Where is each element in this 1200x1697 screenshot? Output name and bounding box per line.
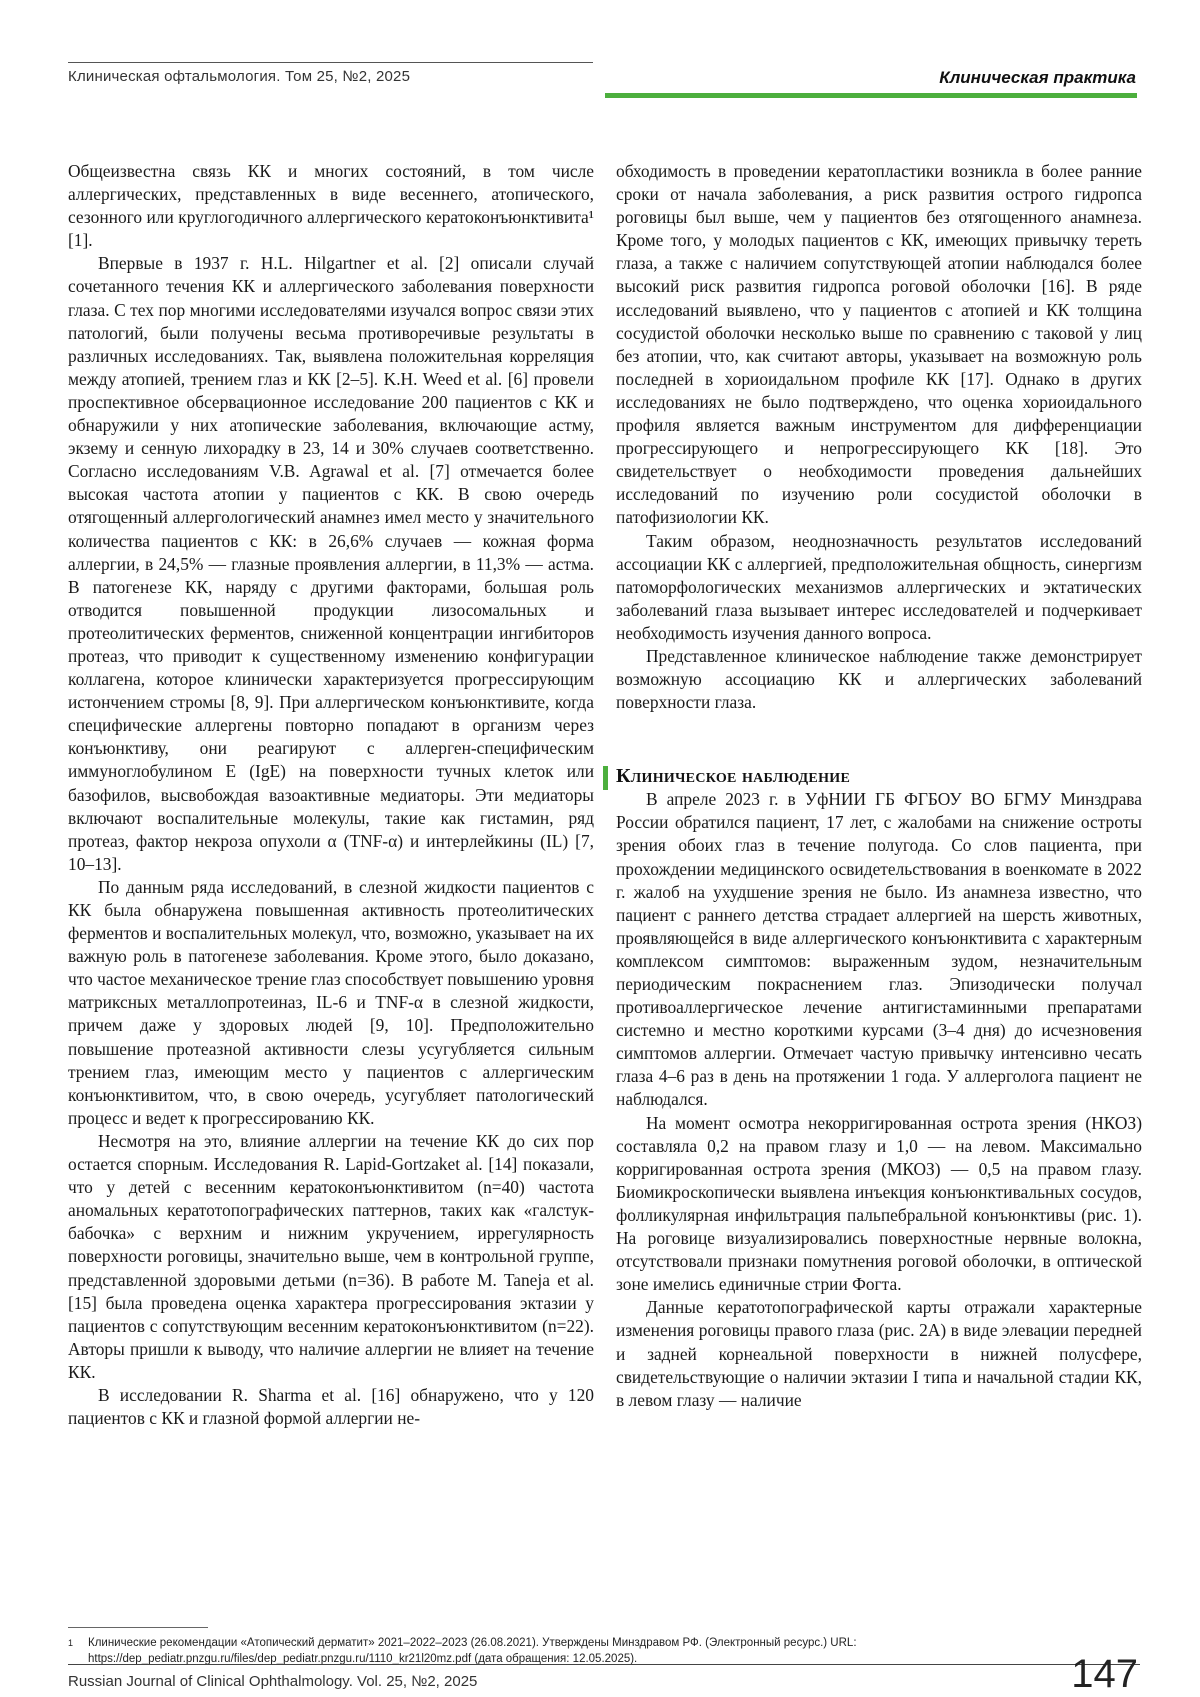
paragraph: обходимость в проведении кератопластики возникла в более ранние сроки от начала заболевания, а риск развития острого гидропса роговицы был выше, чем у пациентов без отягощенного анамнеза. Кроме того, у молодых пациентов с КК, имеющих привычку тереть глаза, а также с наличием сопутствующей атопии наблюдался более высокий риск развития гидропса роговой оболочки [16]. В ряде исследований выявлено, что у пациентов с атопией и КК толщина сосудистой оболочки несколько выше по сравнению с таковой у лиц без атопии, что, как считают авторы, указывает на возможную роль последней в хориоидальном профиле КК [17]. Однако в других исследованиях не было подтверждено, что оценка хориоидального профиля является важным инструментом для дифференциации прогрессирующего и непрогрессирующего КК [18]. Это свидетельствует о необходимости проведения дальнейших исследований по изучению роли сосудистой оболочки в патофизиологии КК. xyxy=(616,160,1142,530)
paragraph: Несмотря на это, влияние аллергии на течение КК до сих пор остается спорным. Исследования R. Lapid-Gortzaket al. [14] показали, что у детей с весенним кератоконъюнктивитом (n=40) частота аномальных кератотопографических паттернов, таких как «галстук-бабочка» с верхним и нижним укручением, иррегулярность поверхности роговицы, значительно выше, чем в контрольной группе, представленной здоровыми детьми (n=36). В работе M. Taneja et al. [15] была проведена оценка характера прогрессирования эктазии у пациентов с сопутствующим весенним кератоконъюнктивитом (n=22). Авторы пришли к выводу, что наличие аллергии не влияет на течение КК. xyxy=(68,1130,594,1384)
paragraph: На момент осмотра некорригированная острота зрения (НКОЗ) составляла 0,2 на правом глазу и 1,0 — на левом. Максимально корригированная острота зрения (МКОЗ) — 0,5 на правом глазу. Биомикроскопически выявлена инъекция конъюнктивальных сосудов, фолликулярная инфильтрация пальпебральной конъюнктивы (рис. 1). На роговице визуализировались поверхностные нервные волокна, отсутствовали признаки помутнения роговой оболочки, в оптической зоне имелись единичные стрии Фогта. xyxy=(616,1112,1142,1297)
right-column xyxy=(616,160,1142,1412)
section-accent-bar xyxy=(605,93,1137,98)
paragraph: Данные кератотопографической карты отражали характерные изменения роговицы правого глаза (рис. 2А) в виде элевации передней и задней корнеальной поверхности в нижней полусфере, свидетельствующие о наличии эктазии I типа и начальной стадии КК, в левом глазу — наличие xyxy=(616,1296,1142,1411)
footnote-rule xyxy=(68,1627,208,1628)
section-heading-text: Клиническое наблюдение xyxy=(616,765,850,787)
paragraph: В исследовании R. Sharma et al. [16] обнаружено, что у 120 пациентов с КК и глазной формой аллергии не- xyxy=(68,1384,594,1430)
section-heading-marker xyxy=(603,766,608,790)
paragraph: Общеизвестна связь КК и многих состояний, в том числе аллергических, представленных в виде весеннего, атопического, сезонного или круглогодичного аллергического кератоконъюнктивита¹ [1]. xyxy=(68,160,594,252)
paragraph: По данным ряда исследований, в слезной жидкости пациентов с КК была обнаружена повышенная активность протеолитических ферментов и воспалительных молекул, что, возможно, указывает на их важную роль в патогенезе заболевания. Кроме этого, было доказано, что частое механическое трение глаз способствует повышению уровня матриксных металлопротеиназ, IL-6 и TNF-α в слезной жидкости, причем даже у здоровых людей [9, 10]. Предположительно повышение протеазной активности слезы усугубляется сильным трением глаз, имеющим место у пациентов с аллергическим конъюнктивитом, что, в свою очередь, усугубляет патологический процесс и ведет к прогрессированию КК. xyxy=(68,876,594,1130)
journal-header: Клиническая офтальмология. Том 25, №2, 2025 xyxy=(68,68,410,85)
footnote xyxy=(68,1635,1140,1667)
header-rule xyxy=(68,62,593,63)
paragraph: Впервые в 1937 г. H.L. Hilgartner et al. [2] описали случай сочетанного течения КК и аллергического заболевания поверхности глаза. С тех пор многими исследователями изучался вопрос связи этих патологий, были получены весьма противоречивые результаты в различных исследованиях. Так, выявлена положительная корреляция между атопией, трением глаз и КК [2–5]. K.H. Weed et al. [6] провели проспективное обсервационное исследование 200 пациентов с КК и обнаружили у них атопические заболевания, включающие астму, экзему и сенную лихорадку в 23, 14 и 30% случаев соответственно. Согласно исследованиям V.B. Agrawal et al. [7] отмечается более высокая частота атопии у пациентов с КК. В свою очередь отягощенный аллергологический анамнез имел место у значительного количества пациентов с КК: в 26,6% случаев — кожная форма аллергии, в 24,5% — глазные проявления аллергии, в 11,3% — астма. В патогенезе КК, наряду с другими факторами, большая роль отводится повышенной продукции лизосомальных и протеолитических ферментов, сниженной концентрации ингибиторов протеаз, что приводит к существенному изменению конфигурации коллагена, которое клинически характеризуется прогрессирующим истончением стромы [8, 9]. При аллергическом конъюнктивите, когда специфические аллергены повторно попадают в организм через конъюнктиву, они реагируют с аллерген-специфическим иммуноглобулином Е (IgE) на поверхности тучных клеток или базофилов, высвобождая вазоактивные медиаторы. Эти медиаторы включают воспалительные молекулы, такие как гистамин, ряд протеаз, фактор некроза опухоли α (TNF-α) и интерлейкины (IL) [7, 10–13]. xyxy=(68,252,594,876)
footnote-text: Клинические рекомендации «Атопический дерматит» 2021–2022–2023 (26.08.2021). Утверждены Минздравом РФ. (Электронный ресурс.) URL: https://dep_pediatr.pnzgu.ru/files/dep_pediatr.pnzgu.ru/1110_kr21l20mz.pdf (дата обращения: 12.05.2025). xyxy=(68,1635,1140,1667)
paragraph: В апреле 2023 г. в УфНИИ ГБ ФГБОУ ВО БГМУ Минздрава России обратился пациент, 17 лет, с жалобами на снижение остроты зрения обоих глаз в течение полугода. Со слов пациента, при прохождении медицинского освидетельствования в военкомате в 2022 г. жалоб на ухудшение зрения не было. Из анамнеза известно, что пациент с раннего детства страдает аллергией на шерсть животных, проявляющейся в виде аллергического конъюнктивита с характерным комплексом симптомов: выраженным зудом, незначительным периодическим покраснением глаз. Эпизодически получал противоаллергическое лечение антигистаминными препаратами системно и местно короткими курсами (3–4 дня) до исчезновения симптомов аллергии. Отмечает частую привычку интенсивно чесать глаза 4–6 раз в день на протяжении 1 года. У аллерголога пациент не наблюдался. xyxy=(616,788,1142,1111)
footer-journal: Russian Journal of Clinical Ophthalmology. Vol. 25, №2, 2025 xyxy=(68,1673,477,1690)
paragraph: Представленное клиническое наблюдение также демонстрирует возможную ассоциацию КК и аллергических заболеваний поверхности глаза. xyxy=(616,645,1142,714)
section-heading xyxy=(616,764,1142,788)
footer-rule xyxy=(68,1664,1140,1665)
footnote-number: 1 xyxy=(68,1635,73,1651)
section-header: Клиническая практика xyxy=(939,68,1136,88)
page-number: 147 xyxy=(1071,1654,1138,1694)
paragraph: Таким образом, неоднозначность результатов исследований ассоциации КК с аллергией, предположительная общность, синергизм патоморфологических механизмов аллергических и эктатических заболеваний глаза вызывает интерес исследователей и подчеркивает необходимость изучения данного вопроса. xyxy=(616,530,1142,645)
left-column xyxy=(68,160,594,1430)
